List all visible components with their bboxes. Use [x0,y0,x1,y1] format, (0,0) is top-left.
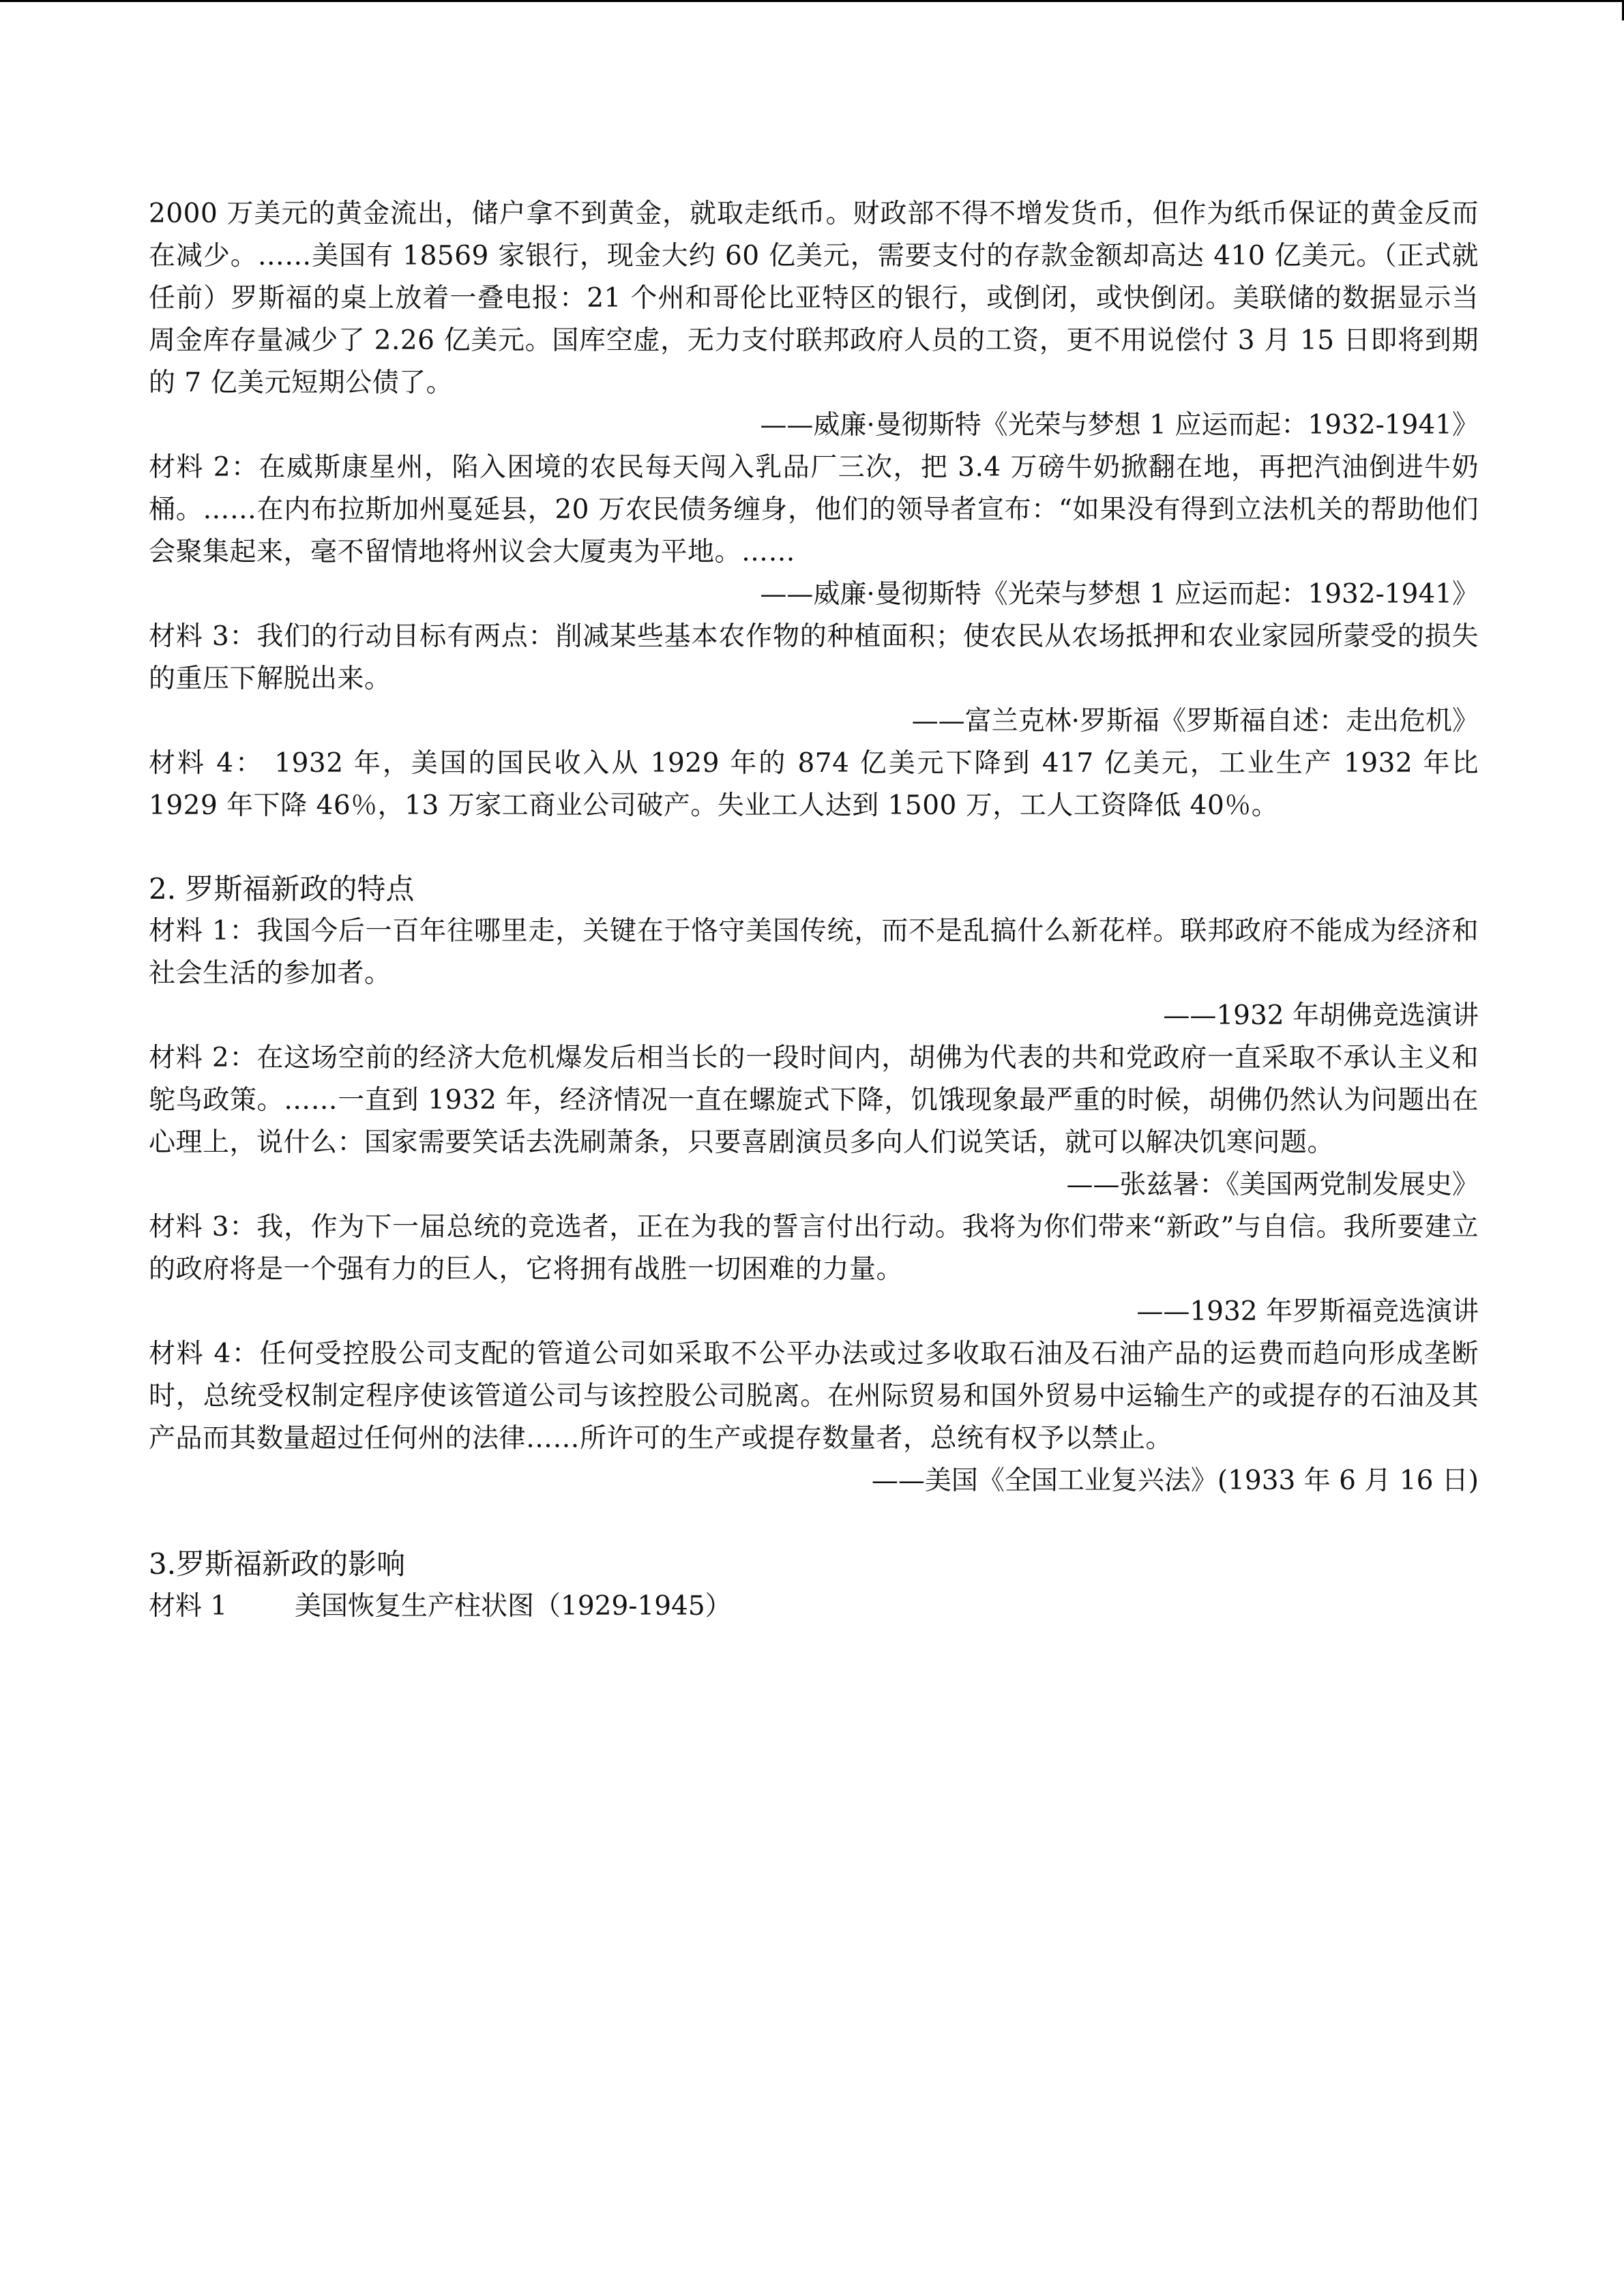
section2-material-4-source: ——美国《全国工业复兴法》(1933 年 6 月 16 日) [871,1465,1479,1496]
section2-material-1: 材料 1：我国今后一百年往哪里走，关键在于恪守美国传统，而不是乱搞什么新花样。联邦政府不能成为经济和社会生活的参加者。 [149,916,1479,989]
section2-material-3: 材料 3：我，作为下一届总统的竞选者，正在为我的誓言付出行动。我将为你们带来“新政”与自信。我所要建立的政府将是一个强有力的巨人，它将拥有战胜一切困难的力量。 [149,1212,1479,1285]
section3-material-1 [149,1585,1479,1628]
section1-material-3-source: ——富兰克林·罗斯福《罗斯福自述：走出危机》 [911,706,1479,736]
section1-material-2: 材料 2：在威斯康星州，陷入困境的农民每天闯入乳品厂三次，把 3.4 万磅牛奶掀翻在地，再把汽油倒进牛奶桶。……在内布拉斯加州戛延县，20 万农民债务缠身，他们的领导者宣布：“如果没有得到立法机关的帮助他们会聚集起来，毫不留情地将州议会大厦夷为平地。…… [149,452,1479,567]
section-spacer [149,827,1479,868]
section2-material-2-source: ——张兹暑：《美国两党制发展史》 [1066,1169,1479,1200]
section2-heading: 2. 罗斯福新政的特点 [149,872,415,906]
section1-intro: 2000 万美元的黄金流出，储户拿不到黄金，就取走纸币。财政部不得不增发货币，但作为纸币保证的黄金反而在减少。……美国有 18569 家银行，现金大约 60 亿美元，需要支付的存款金额却高达 410 亿美元。（正式就任前）罗斯福的桌上放着一叠电报：21 个州和哥伦比亚特区的银行，或倒闭，或快倒闭。美联储的数据显示当周金库存量减少了 2.26 亿美元。国库空虚，无力支付联邦政府人员的工资，更不用说偿付 3 月 15 日即将到期的 7 亿美元短期公债了。 [149,198,1479,398]
document-body [149,193,1479,1628]
section3-heading: 3.罗斯福新政的影响 [149,1547,406,1581]
section1-material-3: 材料 3：我们的行动目标有两点：削减某些基本农作物的种植面积；使农民从农场抵押和农业家园所蒙受的损失的重压下解脱出来。 [149,621,1479,694]
section1-material-4: 材料 4： 1932 年，美国的国民收入从 1929 年的 874 亿美元下降到 417 亿美元，工业生产 1932 年比 1929 年下降 46％，13 万家工商业公司破产。失业工人达到 1500 万，工人工资降低 40％。 [149,748,1479,821]
section-spacer [149,1502,1479,1543]
section1-material-2-source: ——威廉·曼彻斯特《光荣与梦想 1 应运而起：1932-1941》 [760,579,1479,610]
section2-material-1-source: ——1932 年胡佛竞选演讲 [1163,1000,1479,1031]
section2-material-2: 材料 2：在这场空前的经济大危机爆发后相当长的一段时间内，胡佛为代表的共和党政府一直采取不承认主义和鸵鸟政策。……一直到 1932 年，经济情况一直在螺旋式下降，饥饿现象最严重的时候，胡佛仍然认为问题出在心理上，说什么：国家需要笑话去洗刷萧条，只要喜剧演员多向人们说笑话，就可以解决饥寒问题。 [149,1043,1479,1158]
page-top-rule [0,0,1624,2]
section1-intro-source: ——威廉·曼彻斯特《光荣与梦想 1 应运而起：1932-1941》 [760,410,1479,441]
section3-material-1-label: 材料 1 [149,1591,228,1622]
section2-material-4: 材料 4：任何受控股公司支配的管道公司如采取不公平办法或过多收取石油及石油产品的运费而趋向形成垄断时，总统受权制定程序使该管道公司与该控股公司脱离。在州际贸易和国外贸易中运输生产的或提存的石油及其产品而其数量超过任何州的法律……所许可的生产或提存数量者，总统有权予以禁止。 [149,1339,1479,1454]
section3-material-1-caption: 美国恢复生产柱状图（1929-1945） [295,1591,732,1622]
section2-material-3-source: ——1932 年罗斯福竞选演讲 [1136,1296,1479,1327]
